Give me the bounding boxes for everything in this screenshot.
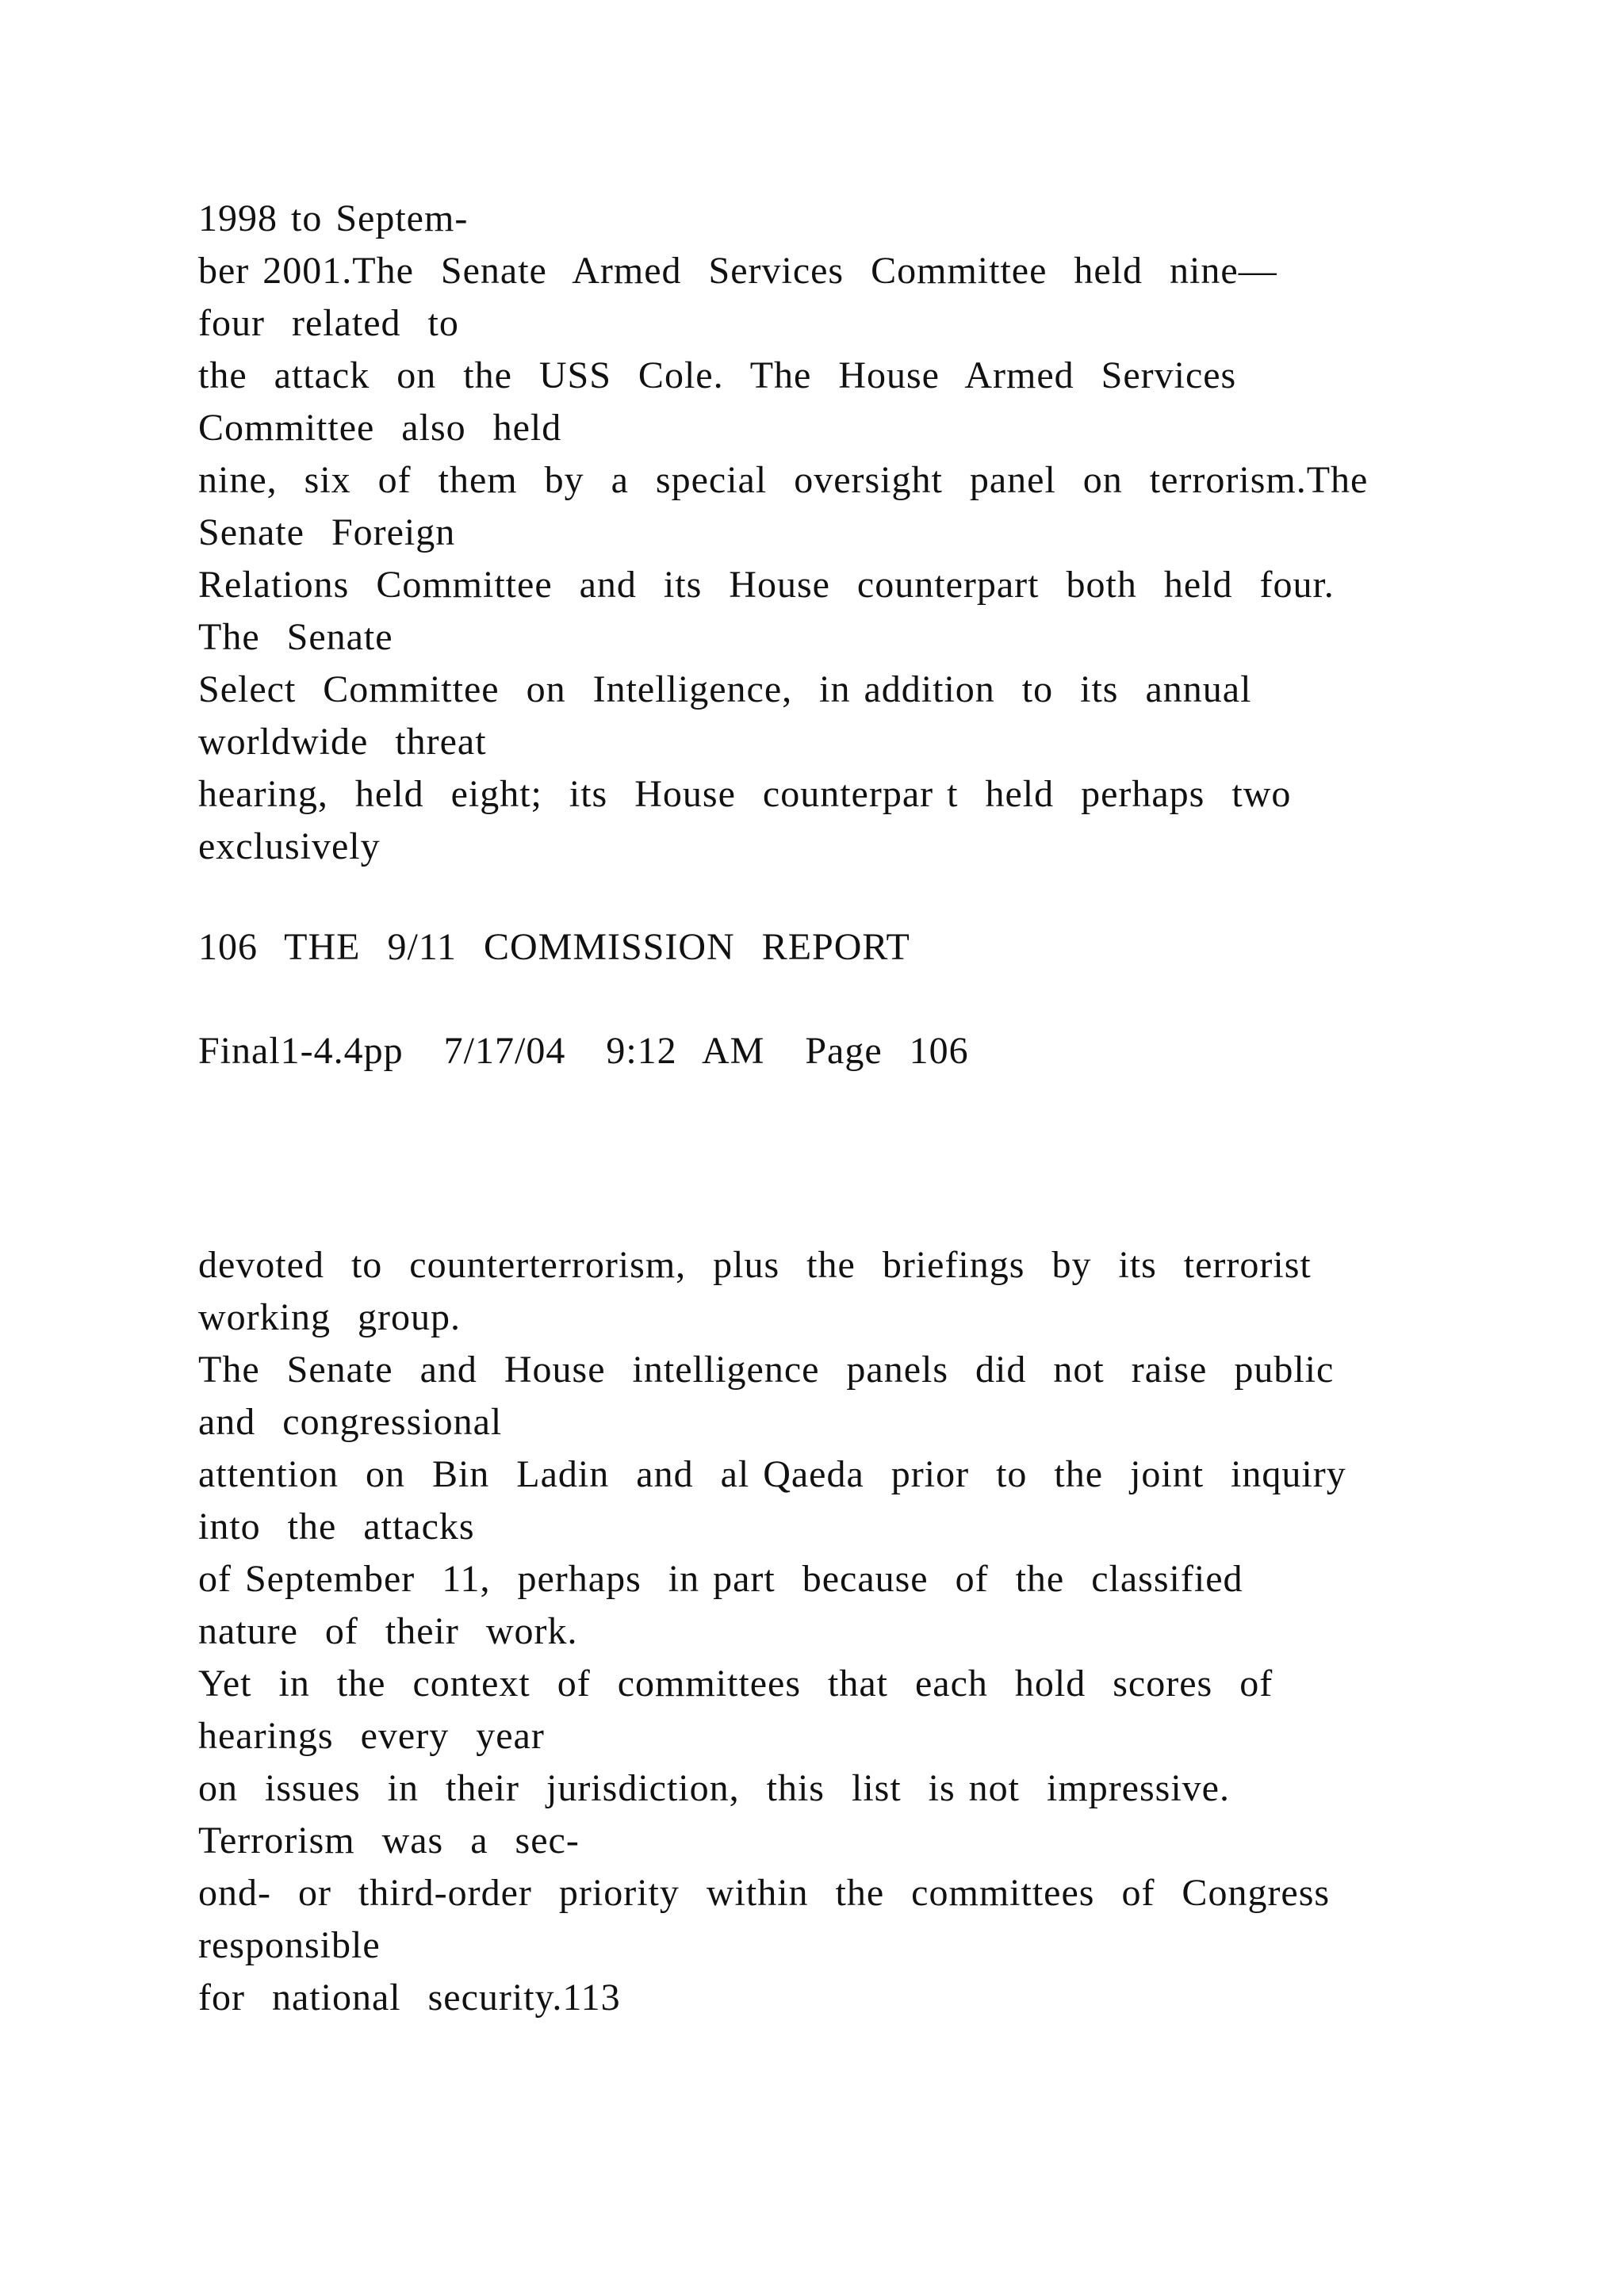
text-line: exclusively <box>198 825 381 867</box>
page-footer-title <box>198 921 1507 974</box>
text-line: nature of their work. <box>198 1610 578 1652</box>
text-line: four related to <box>198 302 459 344</box>
text-line: for national security.113 <box>198 1976 621 2019</box>
text-line: hearing, held eight; its House counterpar t held perhaps two <box>198 773 1292 815</box>
text-line: into the attacks <box>198 1506 475 1548</box>
text-line: and congressional <box>198 1401 503 1443</box>
text-line: worldwide threat <box>198 721 487 763</box>
text-line: the attack on the USS Cole. The House Armed Services <box>198 354 1237 396</box>
text-line: attention on Bin Ladin and al Qaeda prior to the joint inquiry <box>198 1453 1346 1495</box>
text-line: of September 11, perhaps in part because of the classified <box>198 1558 1243 1600</box>
page-footer-meta <box>198 1025 1507 1077</box>
text-line: ber 2001.The Senate Armed Services Committee held nine— <box>198 250 1277 292</box>
text-line: Relations Committee and its House counterpart both held four. <box>198 564 1335 606</box>
text-line: Committee also held <box>198 407 562 449</box>
text-line: on issues in their jurisdiction, this list is not impressive. <box>198 1767 1230 1809</box>
text-line: working group. <box>198 1296 461 1338</box>
footer-meta-text: Final1-4.4pp 7/17/04 9:12 AM Page 106 <box>198 1030 969 1072</box>
footer-title-text: 106 THE 9/11 COMMISSION REPORT <box>198 926 910 968</box>
text-line: 1998 to Septem- <box>198 197 469 239</box>
text-line: Select Committee on Intelligence, in addition to its annual <box>198 668 1252 710</box>
text-line: Terrorism was a sec- <box>198 1820 580 1862</box>
top-text-block <box>198 193 1507 873</box>
text-line: hearings every year <box>198 1715 545 1757</box>
text-line: ond- or third-order priority within the committees of Congress <box>198 1872 1331 1914</box>
bottom-text-block <box>198 1239 1507 2024</box>
text-line: devoted to counterterrorism, plus the briefings by its terrorist <box>198 1244 1312 1286</box>
text-line: Yet in the context of committees that each hold scores of <box>198 1663 1274 1705</box>
text-line: The Senate <box>198 616 393 658</box>
text-line: Senate Foreign <box>198 511 456 553</box>
text-line: nine, six of them by a special oversight panel on terrorism.The <box>198 459 1369 501</box>
text-line: The Senate and House intelligence panels did not raise public <box>198 1349 1335 1391</box>
text-line: responsible <box>198 1924 381 1966</box>
